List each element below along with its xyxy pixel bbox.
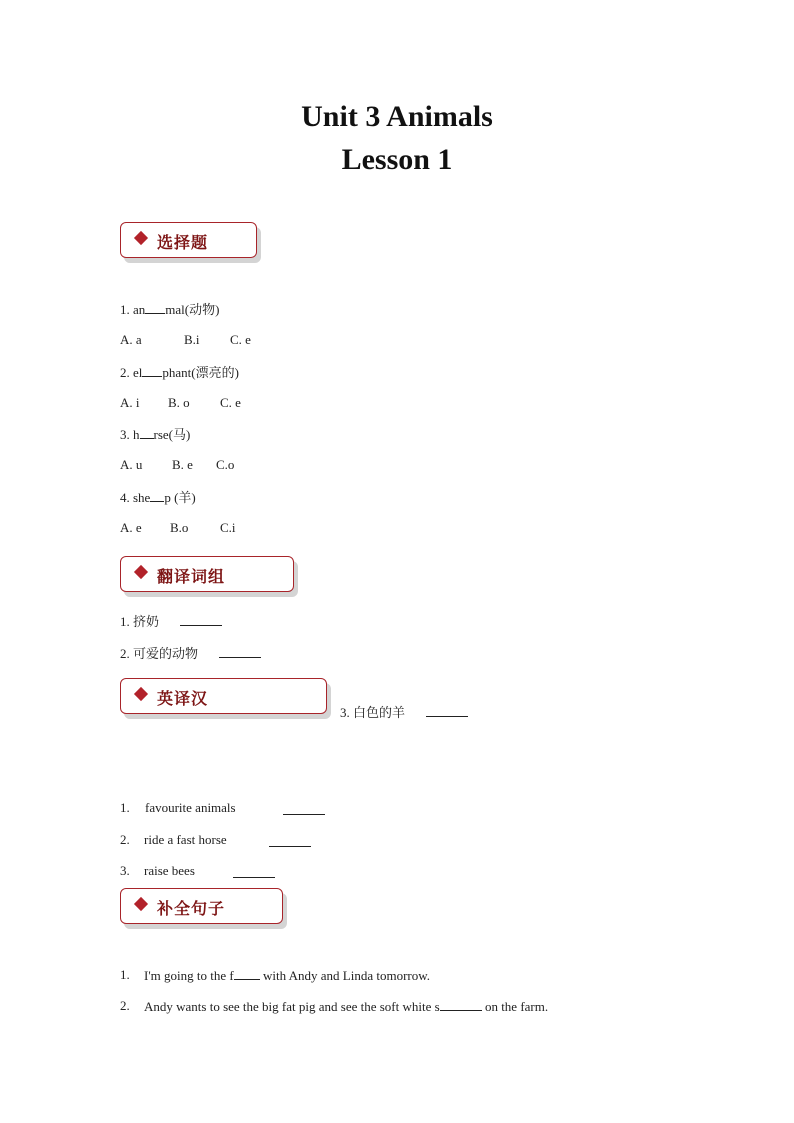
- question-3: [120, 426, 190, 443]
- question-text-pre: h: [133, 427, 140, 442]
- section-label: 英译汉: [157, 689, 209, 708]
- answer-blank[interactable]: [219, 645, 261, 658]
- question-number: 3.: [120, 427, 130, 442]
- question-2: [120, 364, 239, 381]
- option-a[interactable]: A. a: [120, 332, 142, 347]
- question-text-pre: she: [133, 490, 151, 505]
- option-c[interactable]: C.o: [216, 457, 235, 472]
- item-number: 1.: [120, 800, 130, 815]
- question-text-pre: an: [133, 302, 146, 317]
- complete-item-1: [120, 967, 431, 983]
- option-c[interactable]: C.i: [220, 520, 236, 535]
- item-text: ride a fast horse: [144, 832, 227, 847]
- translate-item-1: [120, 613, 222, 631]
- complete-item-2: [120, 998, 549, 1014]
- en-to-cn-item-2: [120, 832, 227, 848]
- item-number: 2.: [120, 832, 130, 847]
- question-text-post: phant(漂亮的): [162, 365, 239, 380]
- answer-blank[interactable]: [180, 613, 222, 626]
- item-number: 2.: [120, 646, 130, 661]
- option-a[interactable]: A. i: [120, 395, 140, 410]
- option-b[interactable]: B. o: [168, 395, 190, 410]
- diamond-bullet-icon: [134, 231, 148, 245]
- sentence-post: on the farm.: [484, 999, 549, 1014]
- item-text: raise bees: [144, 863, 195, 878]
- answer-blank[interactable]: [440, 998, 482, 1011]
- question-text-post: rse(马): [153, 427, 191, 442]
- diamond-bullet-icon: [134, 687, 148, 701]
- item-number: 3.: [340, 705, 350, 720]
- question-text-pre: el: [133, 365, 143, 380]
- option-c[interactable]: C. e: [230, 332, 251, 347]
- section-header-translate: [120, 556, 294, 592]
- translate-item-2: [120, 645, 261, 663]
- sentence-post: with Andy and Linda tomorrow.: [262, 968, 431, 983]
- question-number: 2.: [120, 365, 130, 380]
- answer-blank[interactable]: [426, 704, 468, 717]
- question-1: [120, 301, 219, 318]
- answer-blank[interactable]: [150, 489, 164, 502]
- item-number: 1.: [120, 614, 130, 629]
- sentence-pre: I'm going to the f: [144, 968, 234, 983]
- page-title: Unit 3 Animals: [301, 100, 493, 133]
- answer-blank[interactable]: [269, 834, 311, 847]
- sentence-pre: Andy wants to see the big fat pig and see the soft white s: [144, 999, 440, 1014]
- item-number: 1.: [120, 967, 130, 982]
- option-c[interactable]: C. e: [220, 395, 241, 410]
- item-number: 3.: [120, 863, 130, 878]
- section-label: 翻译词组: [157, 567, 226, 586]
- option-b[interactable]: B.i: [184, 332, 200, 347]
- section-header-choice: [120, 222, 257, 258]
- item-number: 2.: [120, 998, 130, 1013]
- item-text: 可爱的动物: [133, 647, 199, 662]
- question-4: [120, 489, 196, 506]
- en-to-cn-item-3: [120, 863, 195, 879]
- section-label: 选择题: [157, 233, 209, 252]
- option-a[interactable]: A. u: [120, 457, 143, 472]
- option-b[interactable]: B.o: [170, 520, 189, 535]
- question-number: 1.: [120, 302, 130, 317]
- answer-blank[interactable]: [145, 301, 165, 314]
- diamond-bullet-icon: [134, 897, 148, 911]
- question-text-post: mal(动物): [165, 302, 220, 317]
- question-number: 4.: [120, 490, 130, 505]
- option-a[interactable]: A. e: [120, 520, 142, 535]
- section-header-en-to-cn: [120, 678, 327, 714]
- item-text: 挤奶: [133, 615, 160, 630]
- en-to-cn-item-1: [120, 800, 236, 816]
- option-b[interactable]: B. e: [172, 457, 193, 472]
- translate-item-3: [340, 704, 468, 722]
- section-label: 补全句子: [157, 899, 226, 918]
- section-header-complete: [120, 888, 283, 924]
- item-text: favourite animals: [145, 800, 236, 815]
- question-text-post: p (羊): [164, 490, 196, 505]
- page-subtitle: Lesson 1: [341, 143, 453, 176]
- diamond-bullet-icon: [134, 565, 148, 579]
- item-text: 白色的羊: [353, 706, 406, 721]
- answer-blank[interactable]: [140, 426, 154, 439]
- answer-blank[interactable]: [233, 865, 275, 878]
- answer-blank[interactable]: [142, 364, 162, 377]
- answer-blank[interactable]: [283, 802, 325, 815]
- answer-blank[interactable]: [234, 967, 260, 980]
